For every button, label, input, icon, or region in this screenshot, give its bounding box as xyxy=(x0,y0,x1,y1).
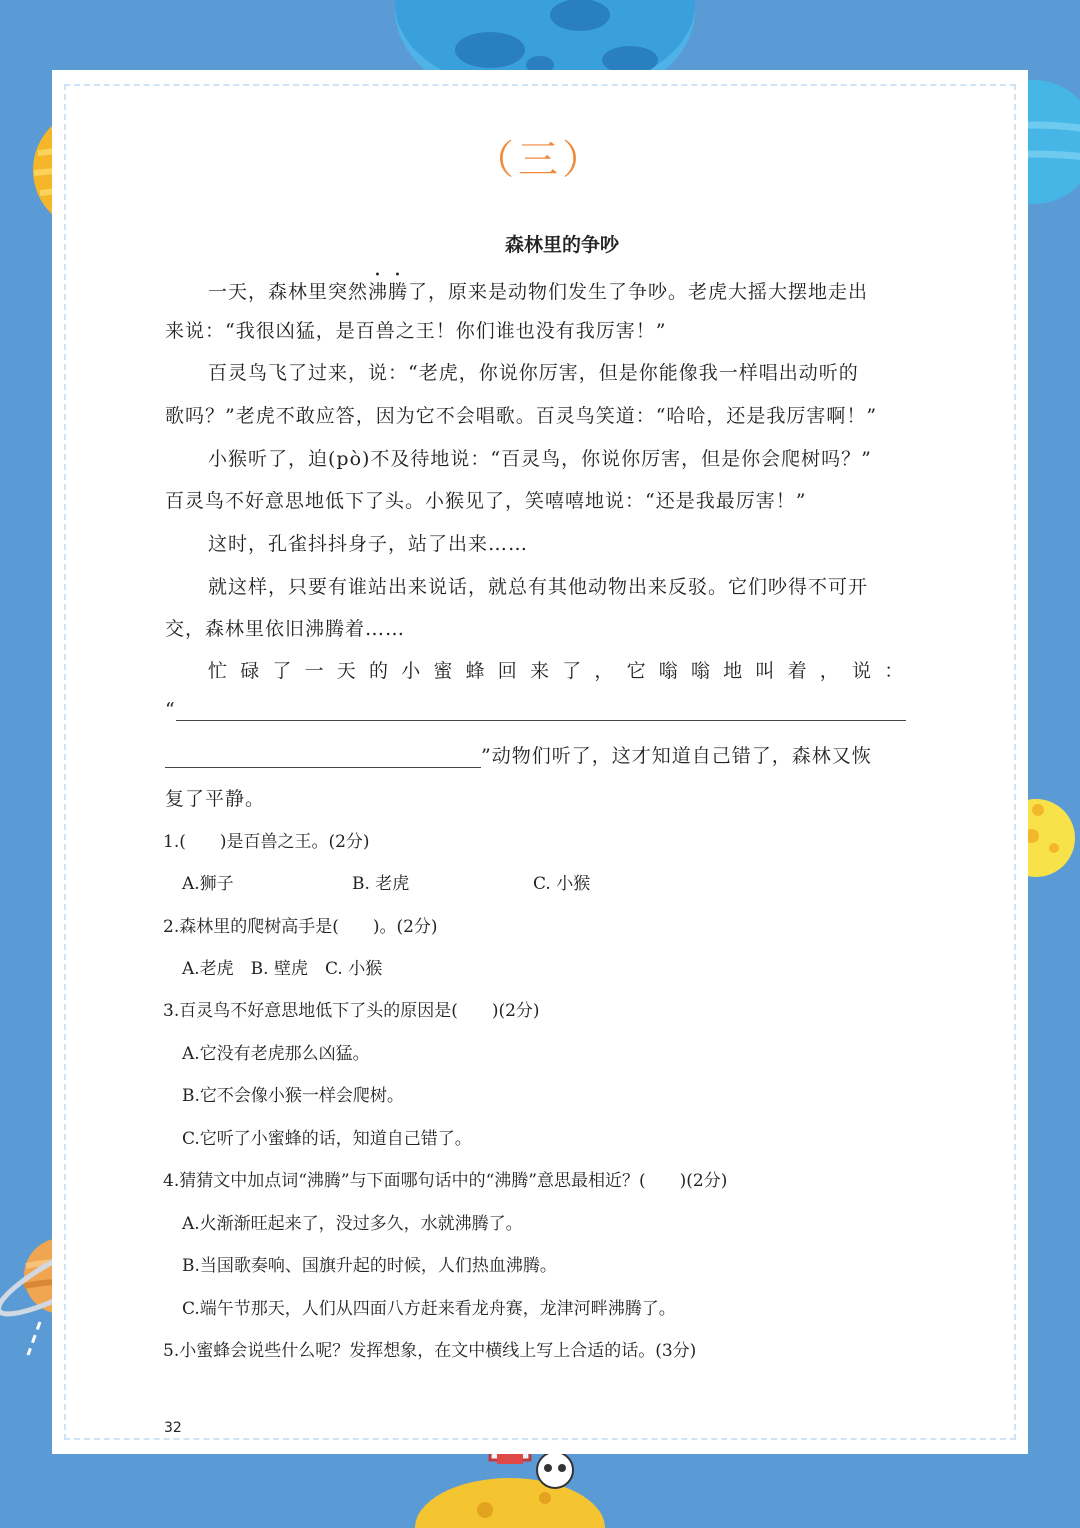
option[interactable]: B. 老虎 xyxy=(352,874,410,894)
answer-blank[interactable] xyxy=(165,745,481,768)
story-line: 交，森林里依旧沸腾着…… xyxy=(165,618,406,640)
section-title: （三） xyxy=(474,137,606,183)
option[interactable]: A.狮子 xyxy=(182,874,234,894)
option[interactable]: A.老虎 B. 壁虎 C. 小猴 xyxy=(182,959,383,979)
story-line: 这时，孔雀抖抖身子，站了出来…… xyxy=(208,533,529,555)
question-2: 2.森林里的爬树高手是( )。(2分) xyxy=(163,917,438,937)
option[interactable]: C.它听了小蜜蜂的话，知道自己错了。 xyxy=(182,1129,472,1149)
story-line: 歌吗？”老虎不敢应答，因为它不会唱歌。百灵鸟笑道：“哈哈，还是我厉害啊！” xyxy=(165,405,878,427)
option[interactable]: C.端午节那天，人们从四面八方赶来看龙舟赛，龙津河畔沸腾了。 xyxy=(182,1299,676,1319)
story-title: 森林里的争吵 xyxy=(504,234,619,256)
option[interactable]: B.它不会像小猴一样会爬树。 xyxy=(182,1086,404,1106)
emphasized-word: 沸腾 xyxy=(368,281,409,303)
question-1: 1.( )是百兽之王。(2分) xyxy=(163,832,370,852)
option[interactable]: C. 小猴 xyxy=(533,874,591,894)
story-line: 就这样，只要有谁站出来说话，就总有其他动物出来反驳。它们吵得不可开 xyxy=(208,576,869,598)
question-5: 5.小蜜蜂会说些什么呢？发挥想象，在文中横线上写上合适的话。(3分) xyxy=(163,1341,697,1361)
option[interactable]: A.火渐渐旺起来了，没过多久，水就沸腾了。 xyxy=(182,1214,523,1234)
story-line: 复了平静。 xyxy=(165,788,266,810)
question-4: 4.猜猜文中加点词“沸腾”与下面哪句话中的“沸腾”意思最相近？( )(2分) xyxy=(163,1171,728,1191)
story-line: 来说：“我很凶猛，是百兽之王！你们谁也没有我厉害！” xyxy=(165,320,667,342)
story-line: 一天，森林里突然沸腾了，原来是动物们发生了争吵。老虎大摇大摆地走出 xyxy=(208,281,869,303)
open-quote: “ xyxy=(165,699,176,721)
story-line: 忙碌了一天的小蜜蜂回来了，它嗡嗡地叫着，说： xyxy=(208,660,917,682)
page-number: 32 xyxy=(164,1420,182,1436)
story-line: 百灵鸟飞了过来，说：“老虎，你说你厉害，但是你能像我一样唱出动听的 xyxy=(208,362,859,384)
answer-blank[interactable] xyxy=(176,698,906,721)
answer-blank-line-1[interactable] xyxy=(165,698,906,721)
option[interactable]: A.它没有老虎那么凶猛。 xyxy=(182,1044,370,1064)
story-line: 小猴听了，迫(pò)不及待地说：“百灵鸟，你说你厉害，但是你会爬树吗？” xyxy=(208,448,872,470)
story-line: 百灵鸟不好意思地低下了头。小猴见了，笑嘻嘻地说：“还是我最厉害！” xyxy=(165,490,807,512)
story-line: ”动物们听了，这才知道自己错了，森林又恢 xyxy=(481,745,872,767)
option[interactable]: B.当国歌奏响、国旗升起的时候，人们热血沸腾。 xyxy=(182,1256,557,1276)
question-3: 3.百灵鸟不好意思地低下了头的原因是( )(2分) xyxy=(163,1001,540,1021)
answer-blank-line-2[interactable] xyxy=(165,741,872,768)
